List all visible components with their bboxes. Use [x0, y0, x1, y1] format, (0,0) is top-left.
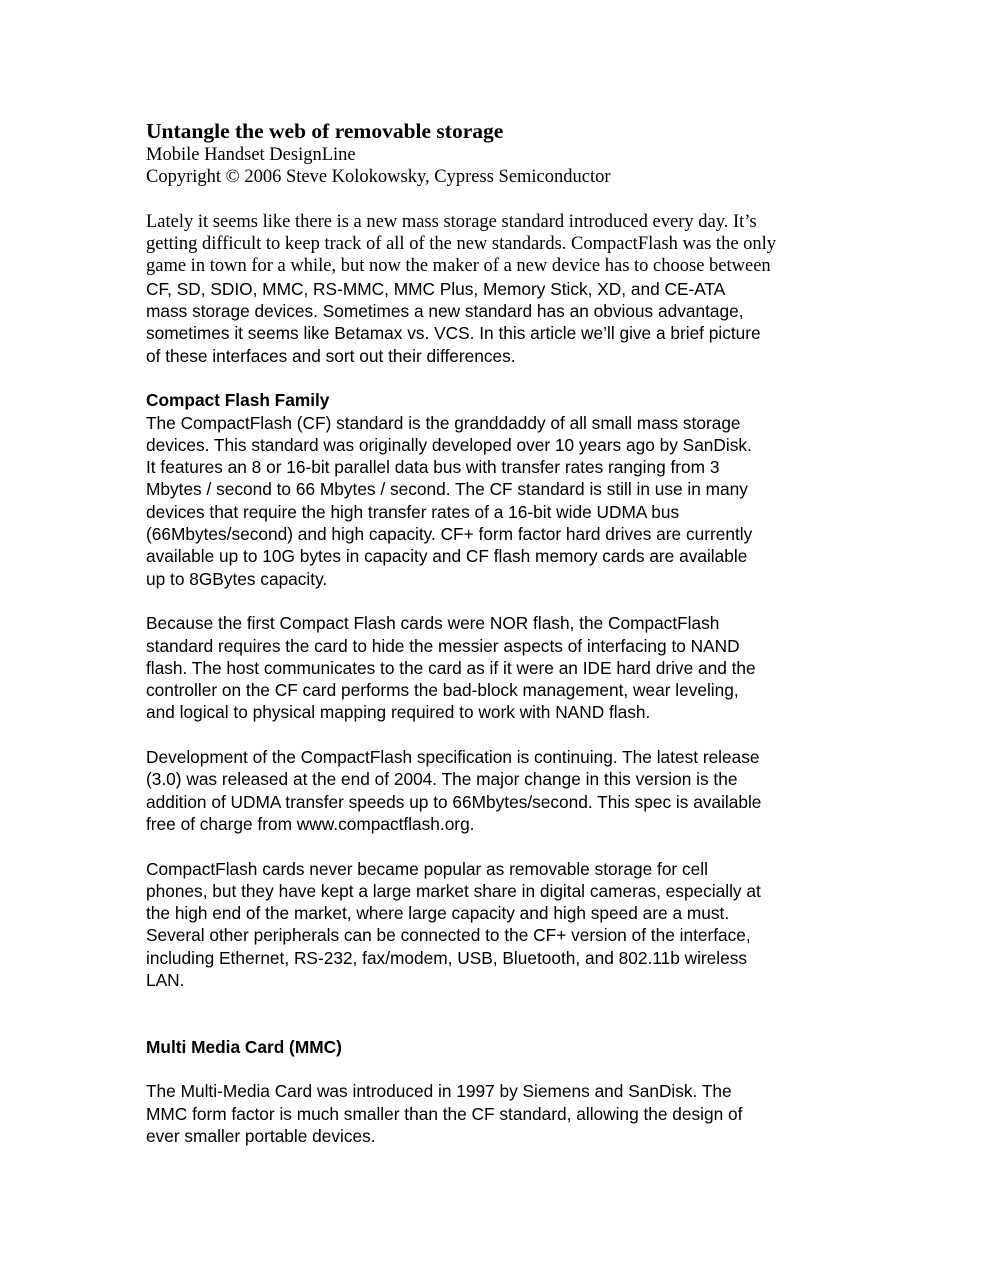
cf-paragraph-4: [146, 858, 851, 992]
text-line: The Multi-Media Card was introduced in 1997 by Siemens and SanDisk. The: [146, 1081, 732, 1102]
text-line: and logical to physical mapping required to work with NAND flash.: [146, 702, 651, 723]
article-header-meta: [146, 144, 851, 189]
text-line: phones, but they have kept a large market share in digital cameras, especially at: [146, 880, 761, 901]
copyright-line: Copyright © 2006 Steve Kolokowsky, Cypress Semiconductor: [146, 167, 611, 188]
text-line: standard requires the card to hide the messier aspects of interfacing to NAND: [146, 635, 740, 656]
text-line: controller on the CF card performs the bad-block management, wear leveling,: [146, 680, 739, 701]
spacer: [146, 991, 851, 1036]
section-heading-compact-flash: Compact Flash Family: [146, 390, 330, 411]
text-line: CF, SD, SDIO, MMC, RS-MMC, MMC Plus, Memory Stick, XD, and CE-ATA: [146, 278, 726, 299]
text-line: sometimes it seems like Betamax vs. VCS. In this article we’ll give a brief picture: [146, 323, 761, 344]
publication-name: Mobile Handset DesignLine: [146, 145, 356, 165]
mmc-paragraph-1: [146, 1080, 851, 1147]
spacer: [146, 189, 851, 211]
spacer: [146, 724, 851, 746]
text-line: getting difficult to keep track of all of the new standards. CompactFlash was the only: [146, 234, 777, 255]
text-line: LAN.: [146, 969, 185, 990]
cf-section: [146, 389, 851, 991]
text-line: the high end of the market, where large capacity and high speed are a must.: [146, 903, 730, 924]
mmc-section: [146, 1036, 851, 1147]
spacer: [146, 835, 851, 857]
cf-paragraph-1: [146, 412, 851, 590]
text-line: CompactFlash cards never became popular as removable storage for cell: [146, 858, 708, 879]
text-line: Because the first Compact Flash cards were NOR flash, the CompactFlash: [146, 613, 720, 634]
text-line: The CompactFlash (CF) standard is the granddaddy of all small mass storage: [146, 412, 741, 433]
text-line: addition of UDMA transfer speeds up to 66Mbytes/second. This spec is available: [146, 791, 762, 812]
text-line: flash. The host communicates to the card as if it were an IDE hard drive and the: [146, 657, 756, 678]
text-line: up to 8GBytes capacity.: [146, 568, 328, 589]
spacer: [146, 590, 851, 612]
spacer: [146, 367, 851, 389]
text-line: of these interfaces and sort out their differences.: [146, 345, 516, 366]
text-line: MMC form factor is much smaller than the CF standard, allowing the design of: [146, 1103, 743, 1124]
text-line: Mbytes / second to 66 Mbytes / second. The CF standard is still in use in many: [146, 479, 748, 500]
spacer: [146, 1058, 851, 1080]
text-line: free of charge from www.compactflash.org.: [146, 813, 475, 834]
document-page: [146, 118, 851, 1147]
intro-paragraph: [146, 211, 851, 367]
text-line: including Ethernet, RS-232, fax/modem, USB, Bluetooth, and 802.11b wireless: [146, 947, 748, 968]
text-line: It features an 8 or 16-bit parallel data bus with transfer rates ranging from 3: [146, 457, 720, 478]
article-title: Untangle the web of removable storage: [146, 119, 504, 143]
text-line: available up to 10G bytes in capacity and CF flash memory cards are available: [146, 546, 748, 567]
text-line: Development of the CompactFlash specification is continuing. The latest release: [146, 747, 760, 768]
text-line: Several other peripherals can be connected to the CF+ version of the interface,: [146, 925, 751, 946]
cf-paragraph-2: [146, 612, 851, 723]
section-heading-multi-media-card: Multi Media Card (MMC): [146, 1036, 342, 1057]
cf-paragraph-3: [146, 746, 851, 835]
text-line: (3.0) was released at the end of 2004. The major change in this version is the: [146, 769, 738, 790]
text-line: devices that require the high transfer rates of a 16-bit wide UDMA bus: [146, 501, 680, 522]
text-line: mass storage devices. Sometimes a new standard has an obvious advantage,: [146, 301, 744, 322]
text-line: ever smaller portable devices.: [146, 1126, 376, 1147]
text-line: game in town for a while, but now the maker of a new device has to choose between: [146, 256, 771, 277]
text-line: devices. This standard was originally developed over 10 years ago by SanDisk.: [146, 434, 752, 455]
text-line: Lately it seems like there is a new mass storage standard introduced every day. It’s: [146, 211, 757, 232]
text-line: (66Mbytes/second) and high capacity. CF+ form factor hard drives are currently: [146, 524, 753, 545]
